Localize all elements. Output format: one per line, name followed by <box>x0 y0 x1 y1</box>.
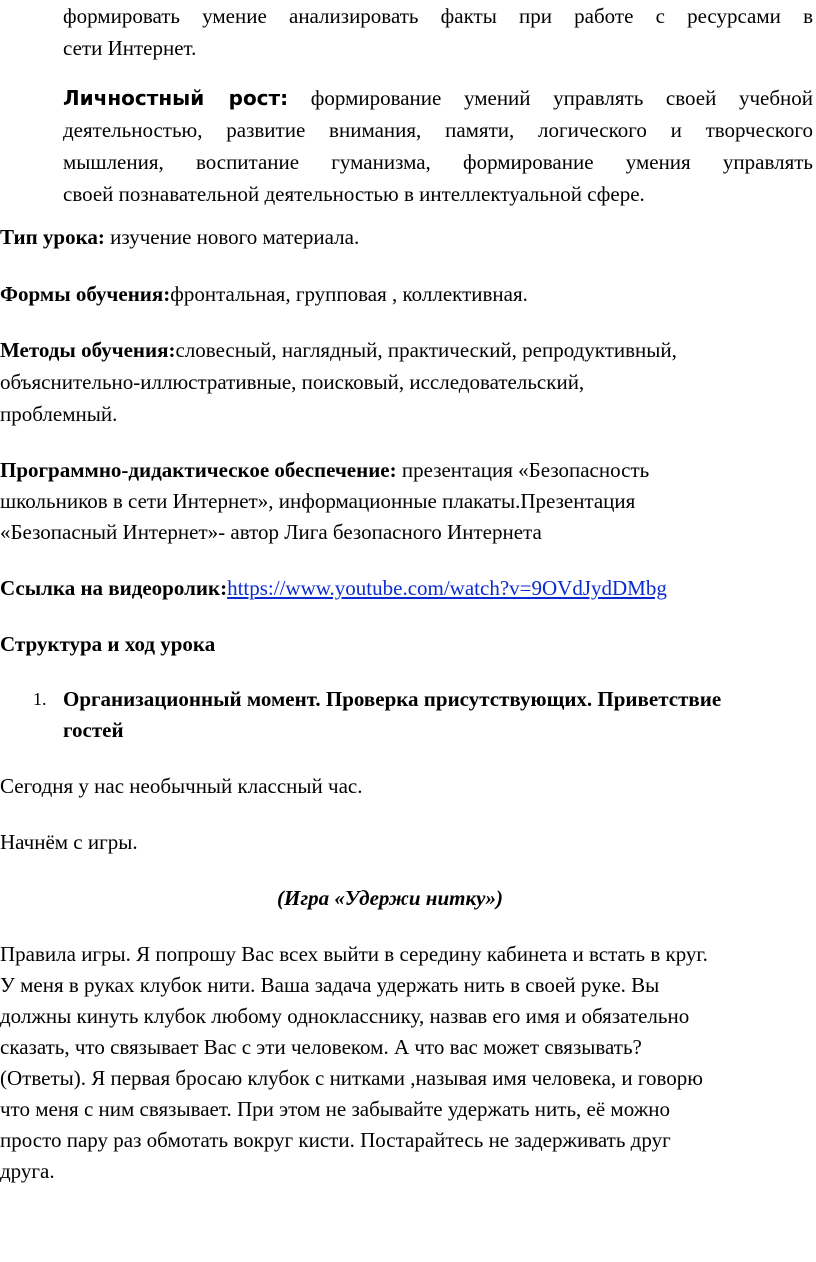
forms-of-learning <box>0 284 528 305</box>
rules-line-8: друга. <box>0 1159 55 1183</box>
personal-growth-line-1 <box>63 88 813 109</box>
video-link-line <box>0 578 667 599</box>
rules-line-7: просто пару раз обмотать вокруг кисти. Постарайтесь не задерживать друг <box>0 1128 671 1152</box>
lesson-type <box>0 227 359 248</box>
methods-text: словесный, наглядный, практический, репродуктивный, <box>175 338 677 362</box>
intro-line-1: формировать умение анализировать факты при работе с ресурсами в <box>63 4 813 28</box>
software-line-2: школьников в сети Интернет», информационные плакаты.Презентация <box>0 489 636 513</box>
personal-growth-label: Личностный рост: <box>63 86 289 110</box>
software-line-1 <box>0 460 649 481</box>
forms-label: Формы обучения: <box>0 282 171 306</box>
step-1-line-2: гостей <box>63 718 124 742</box>
personal-growth-line-3: мышления, воспитание гуманизма, формирование умения управлять <box>63 150 813 174</box>
rules-line-4: сказать, что связывает Вас с эти человеком. А что вас может связывать? <box>0 1035 642 1059</box>
personal-growth-text: формирование умений управлять своей учебной <box>288 86 813 110</box>
lesson-type-value: изучение нового материала. <box>104 225 360 249</box>
forms-value: фронтальная, групповая , коллективная. <box>170 282 528 306</box>
software-text: презентация «Безопасность <box>396 458 650 482</box>
step-1-number: 1. <box>33 689 47 709</box>
personal-growth-line-2: деятельностью, развитие внимания, памяти, логического и творческого <box>63 118 813 142</box>
methods-line-1 <box>0 340 677 361</box>
software-line-3: «Безопасный Интернет»- автор Лига безопасного Интернета <box>0 520 542 544</box>
video-link[interactable]: https://www.youtube.com/watch?v=9OVdJydDMbg <box>227 576 667 600</box>
methods-label: Методы обучения: <box>0 338 176 362</box>
software-label: Программно-дидактическое обеспечение: <box>0 458 397 482</box>
step-1-line-1: Организационный момент. Проверка присутствующих. Приветствие <box>63 687 722 711</box>
paragraph-today: Сегодня у нас необычный классный час. <box>0 774 363 798</box>
video-label: Ссылка на видеоролик: <box>0 576 228 600</box>
structure-title: Структура и ход урока <box>0 632 216 656</box>
rules-line-5: (Ответы). Я первая бросаю клубок с нитками ,называя имя человека, и говорю <box>0 1066 703 1090</box>
lesson-type-label: Тип урока: <box>0 225 105 249</box>
rules-line-6: что меня с ним связывает. При этом не забывайте удержать нить, её можно <box>0 1097 670 1121</box>
methods-line-2: объяснительно-иллюстративные, поисковый, исследовательский, <box>0 370 585 394</box>
rules-line-1: Правила игры. Я попрошу Вас всех выйти в середину кабинета и встать в круг. <box>0 942 708 966</box>
intro-line-2: сети Интернет. <box>63 36 197 60</box>
game-title: (Игра «Удержи нитку») <box>277 886 503 910</box>
paragraph-start: Начнём с игры. <box>0 830 138 854</box>
rules-line-3: должны кинуть клубок любому однокласснику, назвав его имя и обязательно <box>0 1004 690 1028</box>
rules-line-2: У меня в руках клубок нити. Ваша задача удержать нить в своей руке. Вы <box>0 973 660 997</box>
methods-line-3: проблемный. <box>0 402 118 426</box>
personal-growth-line-4: своей познавательной деятельностью в интеллектуальной сфере. <box>63 182 645 206</box>
